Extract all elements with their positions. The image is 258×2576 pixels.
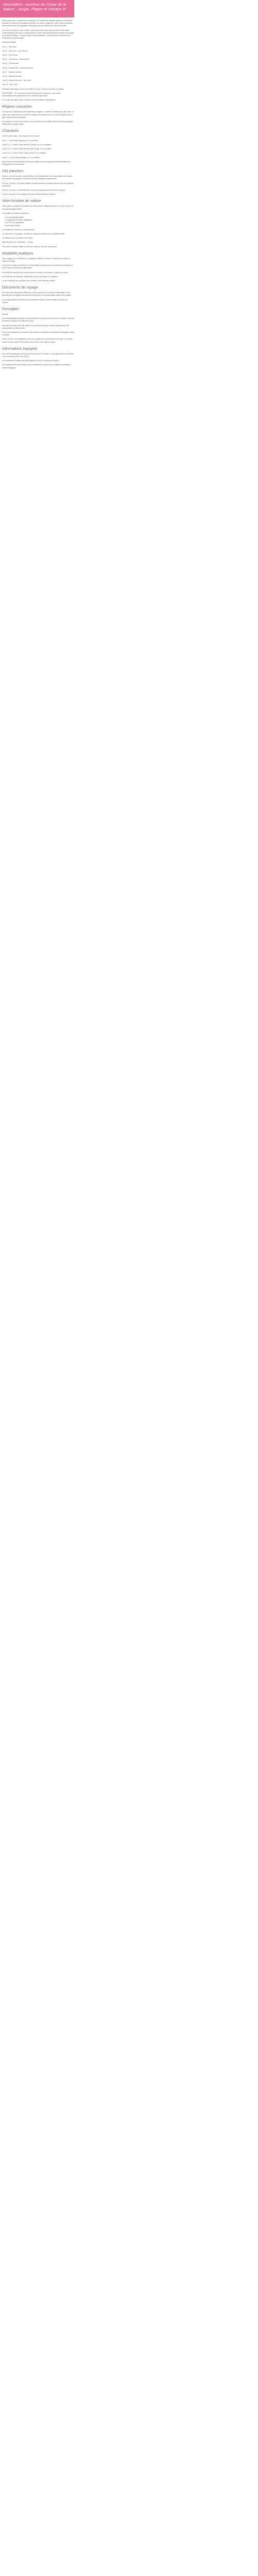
section-heading: Régions couvertes — [2, 105, 32, 109]
list-item: • L'assurance de base obligatoire — [5, 219, 74, 222]
paragraph: Le prix s'entend par personne sur la base d'une chambre double. — [2, 279, 56, 282]
paragraph: Les transferts et trajets entre les étapes se font en voiture de location. — [2, 360, 60, 362]
page-title-text: Description - Autotour Au Coeur de la Nature : Jungle, Plages et Volcans 3* — [3, 2, 67, 11]
section-transport — [2, 347, 74, 369]
paragraph: Les tarifs ne comprennent pas les taxes de sortie du territoire, à régler sur place. — [2, 271, 69, 274]
paragraph: Embarquez pour un aventure inoubliable en Costa Rica, véritable joyau de l'Amérique centrale où croît une incroyable explosion de nature préservée, entre forêts tropicales, côtes immaculées et paysages volcaniques qui promettent de vous émerveiller. — [2, 20, 73, 27]
paragraph: Jour 9 : 1 nuit à Hôtel Aranjuez 3* ou similaire — [2, 156, 40, 159]
included-list — [2, 216, 74, 227]
paragraph: Pour voyager au Costa Rica, un passeport valide au moins 6 mois après la date de retour est exigé. — [2, 257, 71, 262]
paragraph: Conditions pour la location de voiture : — [2, 237, 34, 240]
paragraph: Jour 1 : nuit à Hôtel Aranjuez 3* ou similaire — [2, 139, 38, 142]
paragraph: Le circuit peut varier selon la saison et les conditions climatiques. — [2, 99, 56, 101]
section-formalities — [2, 307, 74, 344]
paragraph: Jour 2 : San José - La Fortuna — [2, 49, 27, 52]
section-heading: Votre location de voiture — [2, 199, 41, 204]
paragraph: Jour 3 : La Fortuna — [2, 54, 18, 57]
paragraph: Arrivée — [2, 313, 8, 315]
paragraph: Âge minimum du conducteur : 23 ans — [2, 241, 33, 244]
paragraph: Du jour 2 au jour 3, la partie dédiée à la découverte du volcan Arenal et de ses sources thermales. — [2, 182, 74, 187]
paragraph: Le jour de la prise du véhicule, la présentation du passeport, du permis de conduire et d'une carte de crédit sera demandée. — [2, 264, 73, 269]
paragraph: Votre séjour comprend la location de voiture de la catégorie choisie, du jour 2 au jour 9, avec kilométrage illimité. — [2, 205, 74, 210]
section-regions — [2, 105, 74, 126]
paragraph: Au fil de ce circuit en toute liberté, vous découvrirez des coins secrets et des sites emblématiques tels que le volcan Arenal, le parc national de Manuel Antonio et la plage de la côte Pacifique. Chaque étape est une invitation à la découverte d'une faune et d'une flore exceptionnelles. — [2, 29, 74, 40]
paragraph: Jours 4-5 : 2 nuits à Hotel Monteverde Lodge 3* ou similaire — [2, 148, 52, 150]
paragraph: Jour 10 : San José — [2, 83, 18, 86]
section-practical — [2, 251, 74, 282]
paragraph: Jour 6 : Monteverde - Manuel Antonio — [2, 66, 33, 69]
paragraph: Jour 1 : San José — [2, 45, 17, 48]
paragraph: Les trajets en voiture de location vous permettent de profiter pleinement des paysages variés entre chaque étape. — [2, 121, 73, 126]
list-item: • Le GPS ou équivalent — [5, 222, 74, 224]
paragraph: Jours 2-3 : 2 nuits à Hotel Arenal Country Inn 3* ou similaire — [2, 143, 52, 146]
section-car-rental — [2, 199, 74, 248]
section-heading: Modalités pratiques — [2, 251, 34, 256]
paragraph: La location de voiture ne comprend pas : — [2, 228, 36, 231]
description-content — [2, 20, 74, 371]
paragraph: Les trajets peuvent être sujets à des variations en raison des conditions routières et météorologiques. — [2, 364, 71, 369]
paragraph: Jour 9 : Manuel Antonio - San José — [2, 79, 31, 82]
section-heading: Chambres — [2, 129, 19, 133]
paragraph: Le séjour en Costa Rica couvre plusieurs régions : la Vallée Centrale avec San José, la région du volcan Arenal, la forêt de nuages de Monteverde et la côte Pacifique avec le parc national Manuel Antonio. — [2, 111, 74, 118]
paragraph: IMPORTANT : Si vous optez pour la formule avec transport, vous serez automatiquement positionné sur un véhicule équivalent. — [2, 92, 61, 97]
paragraph: Il est recommandé de consulter le site officiel du Ministère des Affaires étrangères avant le départ. — [2, 331, 74, 336]
paragraph: Jours 6-8 : 3 nuits à Hotel Costa Verde 3* ou similaire — [2, 152, 46, 155]
paragraph: Itinéraire détaillé : — [2, 41, 17, 44]
section-passions — [2, 169, 74, 196]
section-heading: Documents de voyage — [2, 286, 38, 290]
list-item: • Les taxes locales — [5, 225, 74, 227]
paragraph: Une taxe de sortie doit être réglée lors du départ du pays, dans la plupart des cas incluse dans le billet d'avion. — [2, 324, 69, 329]
list-item: • Le kilométrage illimité — [5, 216, 74, 219]
paragraph: Jour 8 : Manuel Antonio — [2, 75, 22, 78]
paragraph: Jour 7 : Manuel Antonio — [2, 71, 22, 73]
paragraph: Du jour 6 au jour 8, les plages et le parc national Manuel Antonio. — [2, 193, 56, 196]
paragraph: La location de voiture comprend : — [2, 212, 30, 214]
paragraph: Dans ce coin du monde, vous profiterez de la randonnée, de l'observation de la faune, des activités nautiques et de la découverte culturelle costaricienne. — [2, 175, 73, 180]
section-heading: Formalités — [2, 308, 19, 311]
intro-section — [2, 20, 74, 101]
paragraph: Durant votre séjour, vous logerez comme suit : — [2, 135, 41, 138]
paragraph: Les frais liés aux activités optionnelles sont à la charge du voyageur. — [2, 275, 59, 278]
section-heading: Informations transport — [2, 347, 38, 351]
section-rooms — [2, 129, 74, 166]
page-title — [0, 0, 74, 18]
section-heading: Vos passions — [2, 170, 24, 174]
paragraph: Il vous appartient de vérifier les informations relatives aux formalités d'entrée en vigueur. — [2, 298, 68, 303]
paragraph: Jour 5 : Monteverde — [2, 62, 19, 65]
paragraph: Le carburant, les péages, les frais de parking et l'assurance complémentaire. — [2, 232, 66, 235]
paragraph: Les ressortissants français doivent présenter un passeport en cours de validité couvrant la durée du séjour et un billet de retour. — [2, 317, 74, 323]
paragraph: Protégez votre séjour avec la formule 12 mois / 24 mois de prise en charge. — [2, 88, 64, 90]
paragraph: Du jour 4 au jour 5, à Monteverde, les ponts suspendus et la forêt de nuages. — [2, 189, 66, 191]
paragraph: Nous vous recommandons de réserver rapidement pour garantir la disponibilité des hébergements mentionnés. — [2, 160, 71, 165]
paragraph: Jour 4 : La Fortuna - Monteverde — [2, 58, 29, 61]
paragraph: Permis de conduire valide et carte de crédit au nom du conducteur — [2, 245, 57, 248]
section-travel-documents — [2, 285, 74, 304]
paragraph: Une fois votre réservation effectuée, vous recevrez un e-mail de confirmation et les documents de voyage vous seront envoyés par voie électronique avant votre départ. — [2, 292, 72, 297]
paragraph: Aucun vaccin n'est obligatoire pour les voyageurs en provenance d'Europe. Un vaccin contre la fièvre jaune est exigé si vous arrivez d'un pays à risque. — [2, 338, 73, 343]
paragraph: Les vols internationaux ne sont pas inclus dans ce forfait. Il vous appartient de réserver votre vol jusqu'à San José (SJO). — [2, 352, 74, 358]
